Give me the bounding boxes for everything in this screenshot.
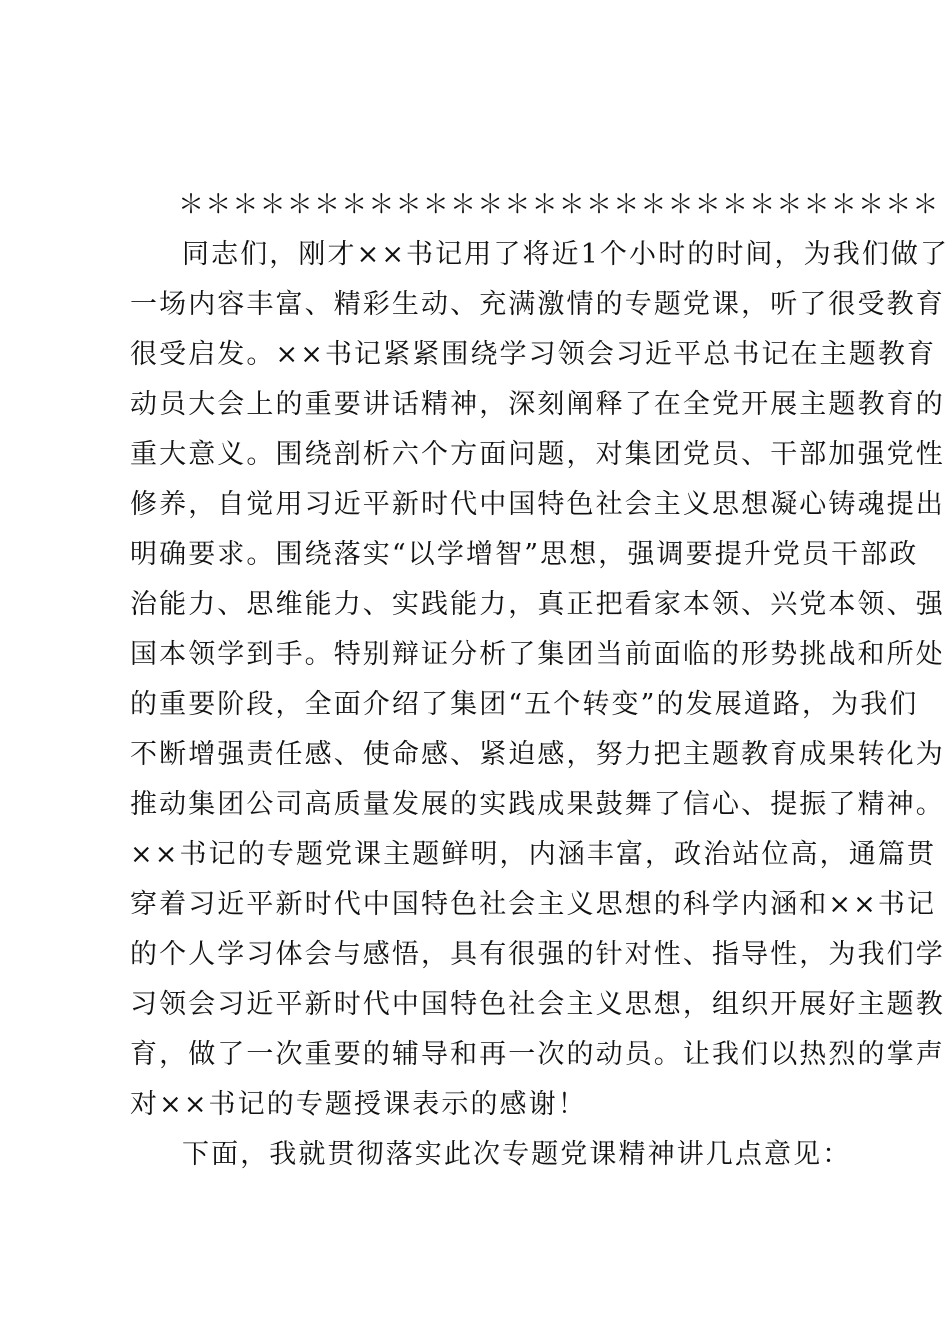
separator-stars: ＊＊＊＊＊＊＊＊＊＊＊＊＊＊＊＊＊＊＊＊＊＊＊＊＊＊＊＊ — [178, 190, 940, 220]
paragraph-line: 习领会习近平新时代中国特色社会主义思想，组织开展好主题教 — [130, 989, 945, 1020]
paragraph-line: 重大意义。围绕剖析六个方面问题，对集团党员、干部加强党性 — [130, 439, 945, 470]
paragraph-line: ××书记的专题党课主题鲜明，内涵丰富，政治站位高，通篇贯 — [130, 839, 937, 870]
paragraph-line: 不断增强责任感、使命感、紧迫感，努力把主题教育成果转化为 — [130, 739, 945, 770]
paragraph-line: 下面，我就贯彻落实此次专题党课精神讲几点意见： — [182, 1139, 852, 1170]
paragraph-line: 动员大会上的重要讲话精神，深刻阐释了在全党开展主题教育的 — [130, 389, 945, 420]
paragraph-line: 同志们，刚才××书记用了将近1个小时的时间，为我们做了 — [182, 239, 950, 270]
paragraph-line: 明确要求。围绕落实“以学增智”思想，强调要提升党员干部政 — [130, 539, 919, 570]
paragraph-line: 一场内容丰富、精彩生动、充满激情的专题党课，听了很受教育 — [130, 289, 945, 320]
paragraph-line: 推动集团公司高质量发展的实践成果鼓舞了信心、提振了精神。 — [130, 789, 945, 820]
paragraph-line: 穿着习近平新时代中国特色社会主义思想的科学内涵和××书记 — [130, 889, 937, 920]
paragraph-line: 的个人学习体会与感悟，具有很强的针对性、指导性，为我们学 — [130, 939, 945, 970]
paragraph-line: 育，做了一次重要的辅导和再一次的动员。让我们以热烈的掌声 — [130, 1039, 945, 1070]
paragraph-line: 修养，自觉用习近平新时代中国特色社会主义思想凝心铸魂提出 — [130, 489, 945, 520]
paragraph-line: 的重要阶段，全面介绍了集团“五个转变”的发展道路，为我们 — [130, 689, 919, 720]
paragraph-line: 对××书记的专题授课表示的感谢！ — [130, 1089, 587, 1120]
paragraph-line: 很受启发。××书记紧紧围绕学习领会习近平总书记在主题教育 — [130, 339, 937, 370]
paragraph-line: 治能力、思维能力、实践能力，真正把看家本领、兴党本领、强 — [130, 589, 945, 620]
paragraph-line: 国本领学到手。特别辩证分析了集团当前面临的形势挑战和所处 — [130, 639, 945, 670]
